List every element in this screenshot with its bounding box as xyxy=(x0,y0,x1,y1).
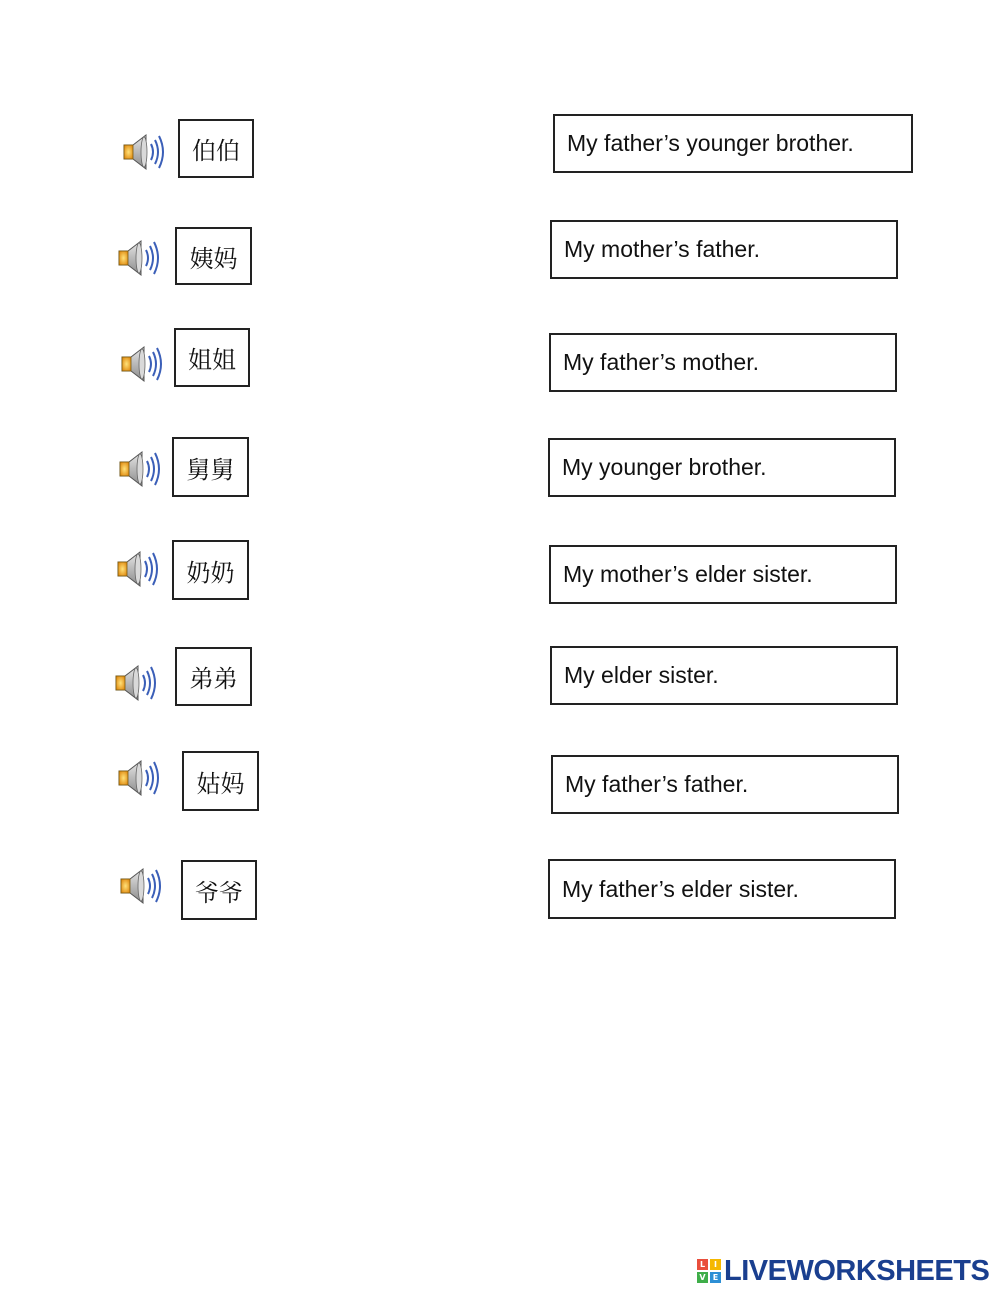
english-definition-box[interactable]: My father’s younger brother. xyxy=(553,114,913,173)
chinese-word-box[interactable]: 伯伯 xyxy=(178,119,254,178)
speaker-icon[interactable] xyxy=(115,237,161,279)
speaker-icon[interactable] xyxy=(112,662,158,704)
chinese-word-box[interactable]: 姨妈 xyxy=(175,227,252,285)
speaker-icon[interactable] xyxy=(117,865,163,907)
chinese-word-box[interactable]: 舅舅 xyxy=(172,437,249,497)
logo-letter: E xyxy=(710,1272,721,1283)
chinese-word-box[interactable]: 姑妈 xyxy=(182,751,259,811)
logo-blocks-icon xyxy=(697,1259,721,1283)
speaker-icon[interactable] xyxy=(116,448,162,490)
speaker-icon[interactable] xyxy=(118,343,164,385)
speaker-icon[interactable] xyxy=(114,548,160,590)
english-definition-box[interactable]: My father’s elder sister. xyxy=(548,859,896,919)
logo-letter: V xyxy=(697,1272,708,1283)
chinese-word-box[interactable]: 弟弟 xyxy=(175,647,252,706)
brand-name: LIVEWORKSHEETS xyxy=(724,1254,990,1287)
logo-letter: I xyxy=(710,1259,721,1270)
english-definition-box[interactable]: My elder sister. xyxy=(550,646,898,705)
speaker-icon[interactable] xyxy=(115,757,161,799)
chinese-word-box[interactable]: 爷爷 xyxy=(181,860,257,920)
speaker-icon[interactable] xyxy=(120,131,166,173)
english-definition-box[interactable]: My father’s mother. xyxy=(549,333,897,392)
english-definition-box[interactable]: My younger brother. xyxy=(548,438,896,497)
english-definition-box[interactable]: My mother’s father. xyxy=(550,220,898,279)
logo-letter: L xyxy=(697,1259,708,1270)
liveworksheets-logo[interactable] xyxy=(697,1254,989,1288)
chinese-word-box[interactable]: 奶奶 xyxy=(172,540,249,600)
english-definition-box[interactable]: My father’s father. xyxy=(551,755,899,814)
english-definition-box[interactable]: My mother’s elder sister. xyxy=(549,545,897,604)
chinese-word-box[interactable]: 姐姐 xyxy=(174,328,250,387)
